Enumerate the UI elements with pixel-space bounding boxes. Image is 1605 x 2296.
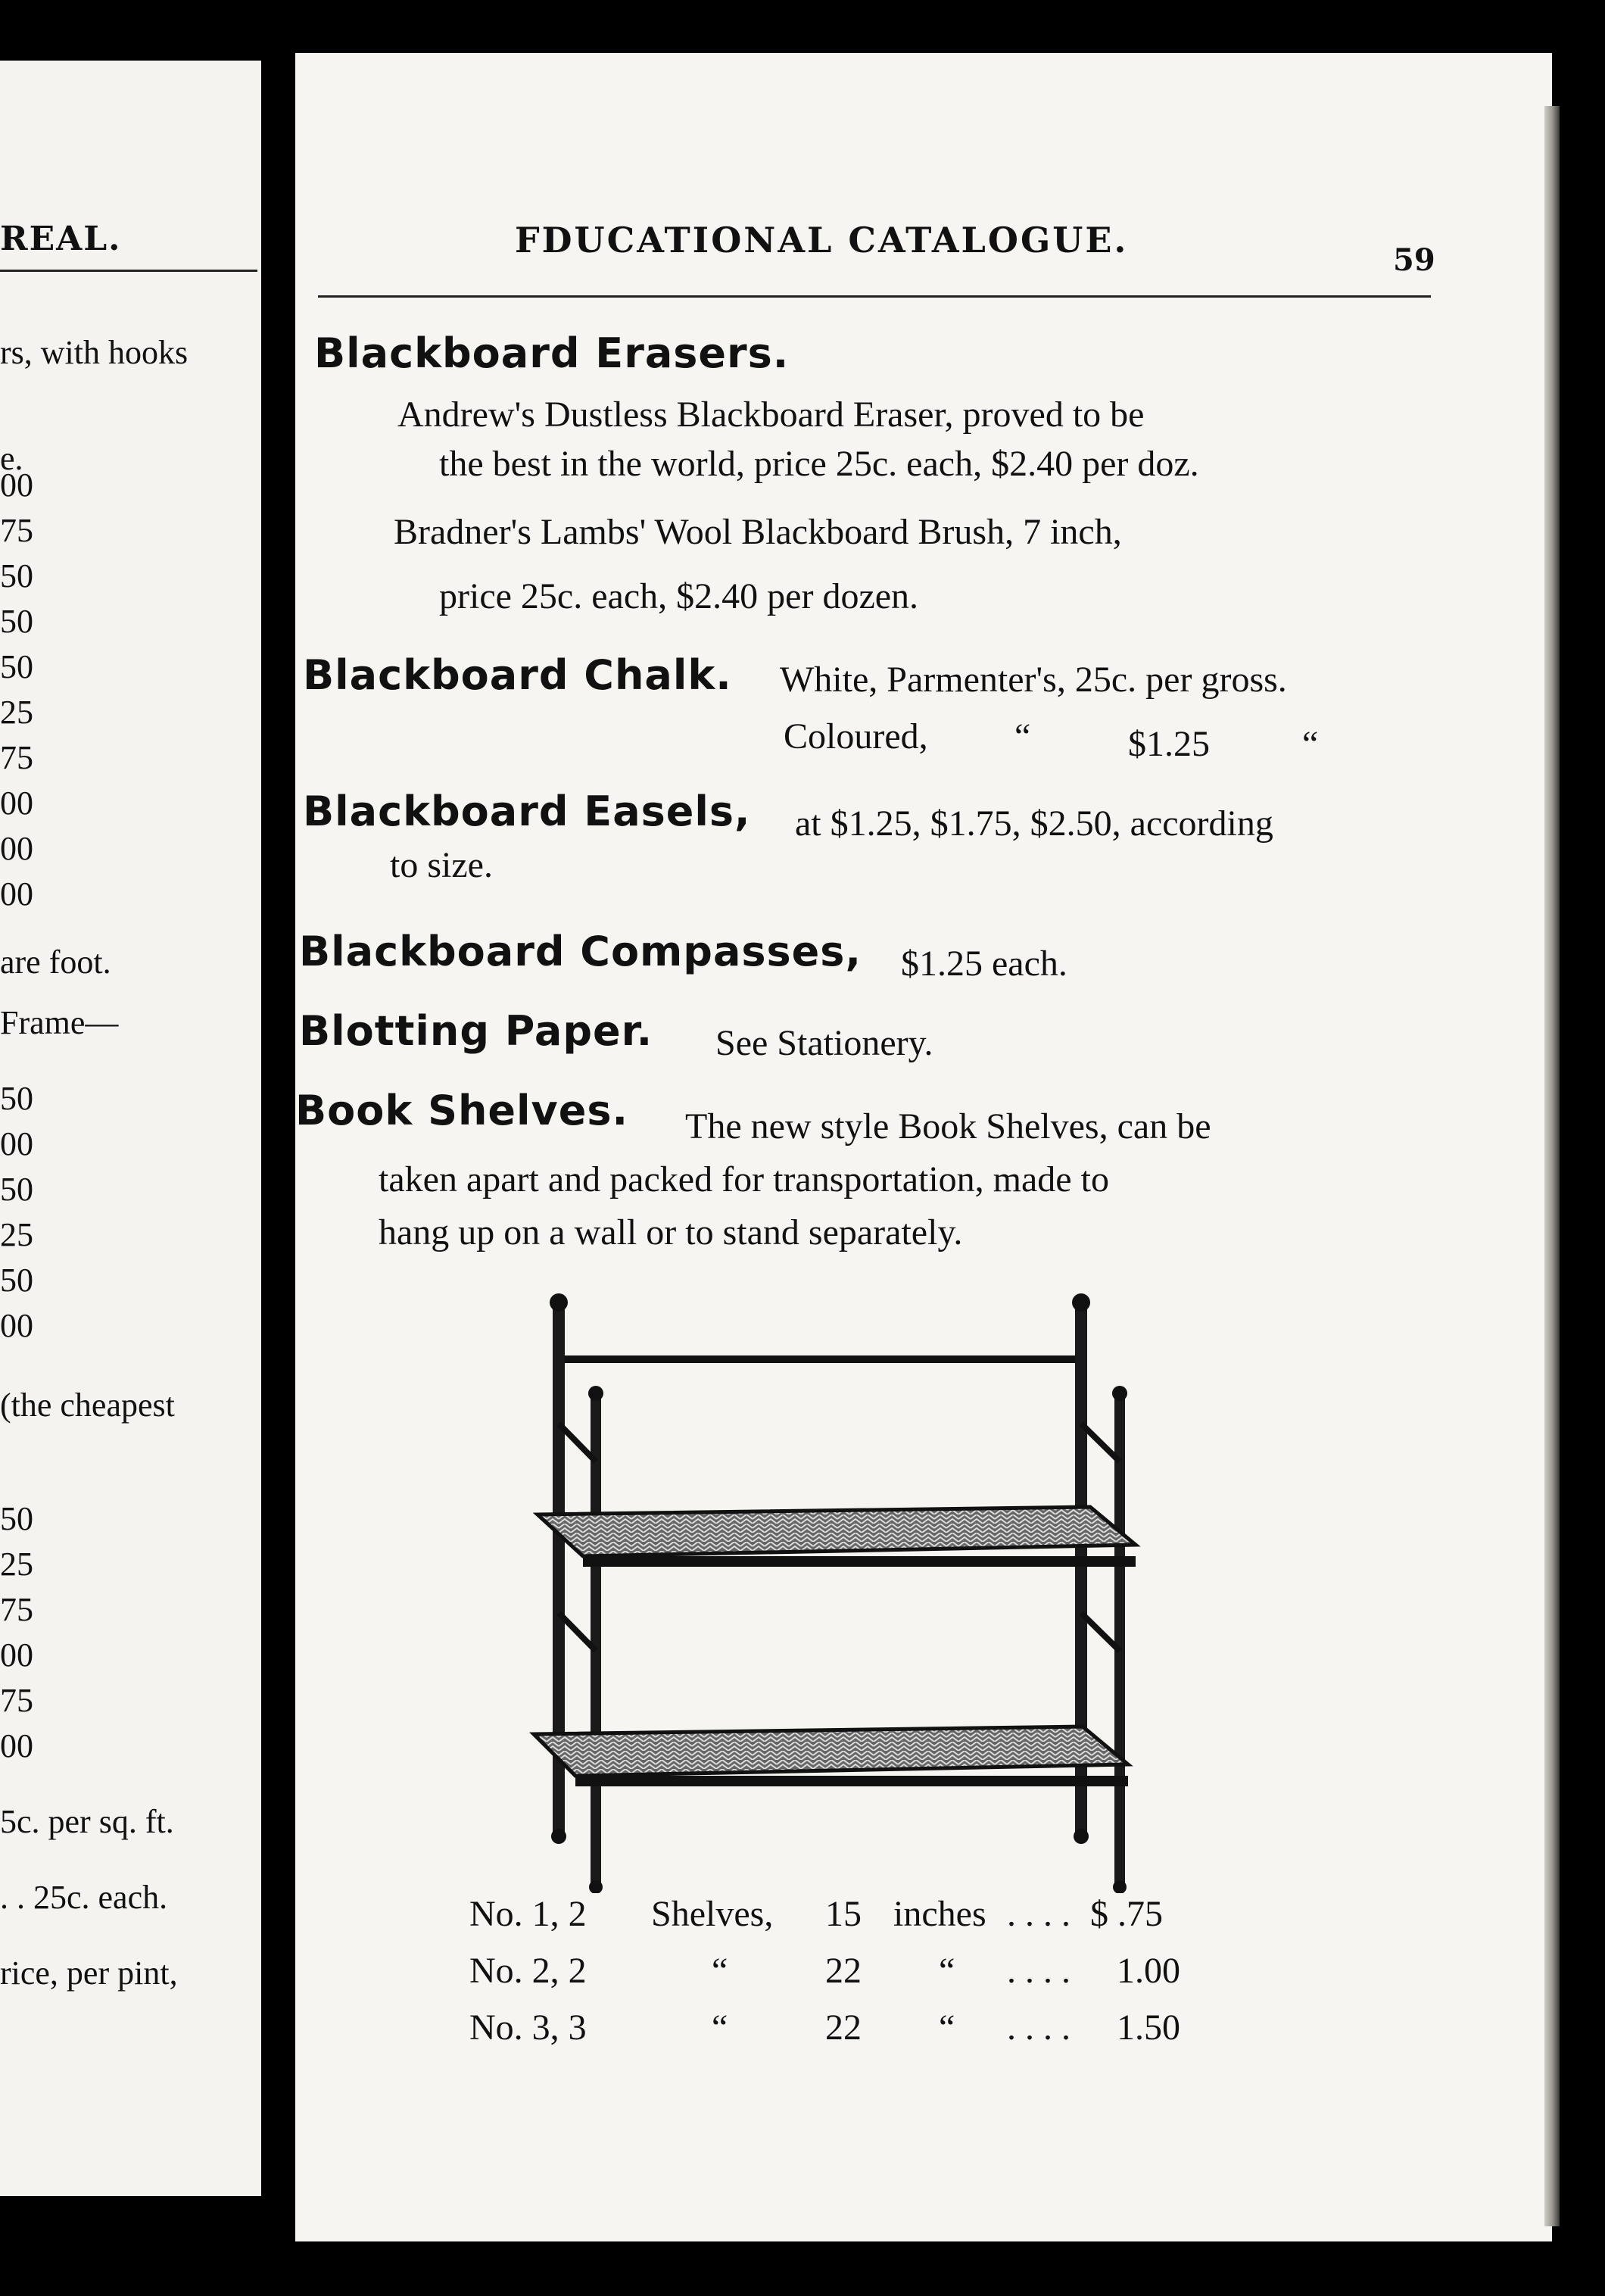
left-line: 00 <box>0 875 33 912</box>
left-line: 50 <box>0 603 33 640</box>
left-line: Frame— <box>0 1004 119 1041</box>
erasers-line-2: the best in the world, price 25c. each, $2.40 per doz. <box>439 444 1199 484</box>
left-line: are foot. <box>0 944 111 981</box>
left-line: 00 <box>0 1125 33 1162</box>
left-line: 00 <box>0 785 33 822</box>
left-line: 50 <box>0 1262 33 1299</box>
row-leader-dots: . . . . <box>1007 1951 1071 1991</box>
easels-line-2: to size. <box>390 845 493 885</box>
row-item: Shelves, <box>651 1894 774 1934</box>
entry-heading-easels: Blackboard Easels, <box>303 788 751 835</box>
left-page-header: REAL. <box>0 220 122 258</box>
shelves-line-2: taken apart and packed for transportation, made to <box>379 1159 1109 1199</box>
left-line: 75 <box>0 1682 33 1719</box>
left-line: 00 <box>0 830 33 867</box>
chalk-coloured-price: $1.25 <box>1128 724 1210 764</box>
left-line: 00 <box>0 1636 33 1674</box>
left-line: (the cheapest <box>0 1387 175 1424</box>
row-item: “ <box>712 2007 728 2048</box>
row-size: 22 <box>825 2007 862 2048</box>
left-page <box>0 61 261 2196</box>
left-line: 00 <box>0 1307 33 1344</box>
left-line: 00 <box>0 466 33 504</box>
left-line: rice, per pint, <box>0 1954 178 1992</box>
page-number: 59 <box>1393 242 1435 278</box>
left-line: 50 <box>0 1171 33 1208</box>
entry-heading-chalk: Blackboard Chalk. <box>303 651 732 699</box>
left-line: 50 <box>0 648 33 685</box>
row-number: No. 2, 2 <box>469 1951 587 1991</box>
left-line: . . 25c. each. <box>0 1879 168 1916</box>
row-price: 1.00 <box>1117 1951 1180 1991</box>
row-price: 1.50 <box>1117 2007 1180 2048</box>
erasers-line-4: price 25c. each, $2.40 per dozen. <box>439 576 919 616</box>
left-line: 25 <box>0 1546 33 1583</box>
left-line: 50 <box>0 1080 33 1117</box>
compasses-text: $1.25 each. <box>901 944 1067 984</box>
entry-heading-compasses: Blackboard Compasses, <box>299 928 862 975</box>
entry-heading-erasers: Blackboard Erasers. <box>314 329 790 377</box>
erasers-line-3: Bradner's Lambs' Wool Blackboard Brush, 7 inch, <box>394 512 1122 552</box>
row-number: No. 1, 2 <box>469 1894 587 1934</box>
book-gutter <box>261 53 295 2234</box>
row-price: $ .75 <box>1090 1894 1163 1934</box>
row-leader-dots: . . . . <box>1007 2007 1071 2048</box>
entry-heading-shelves: Book Shelves. <box>295 1087 629 1134</box>
book-shelf-illustration <box>522 1287 1173 1893</box>
left-line: 50 <box>0 557 33 594</box>
header-rule <box>318 295 1431 298</box>
row-item: “ <box>712 1951 728 1991</box>
shelves-line-3: hang up on a wall or to stand separately. <box>379 1212 963 1253</box>
row-unit: “ <box>939 2007 955 2048</box>
entry-heading-blotting: Blotting Paper. <box>299 1007 653 1055</box>
row-unit: inches <box>893 1894 986 1934</box>
left-line: 75 <box>0 1591 33 1628</box>
left-line: 00 <box>0 1727 33 1764</box>
row-size: 22 <box>825 1951 862 1991</box>
easels-line-1: at $1.25, $1.75, $2.50, according <box>795 803 1273 844</box>
chalk-ditto-2: “ <box>1302 724 1319 764</box>
chalk-ditto: “ <box>1014 716 1031 756</box>
left-line: rs, with hooks <box>0 334 189 371</box>
page-edge <box>1544 106 1560 2226</box>
left-line: 5c. per sq. ft. <box>0 1803 174 1840</box>
row-leader-dots: . . . . <box>1007 1894 1071 1934</box>
page-title: FDUCATIONAL CATALOGUE. <box>515 220 1129 260</box>
row-unit: “ <box>939 1951 955 1991</box>
left-header-rule <box>0 270 257 272</box>
erasers-line-1: Andrew's Dustless Blackboard Eraser, proved to be <box>397 395 1145 435</box>
chalk-line-1: White, Parmenter's, 25c. per gross. <box>780 660 1287 700</box>
left-line: 75 <box>0 512 33 549</box>
left-line: 75 <box>0 739 33 776</box>
left-line: e. <box>0 440 23 477</box>
row-number: No. 3, 3 <box>469 2007 587 2048</box>
blotting-text: See Stationery. <box>715 1023 933 1063</box>
left-line: 25 <box>0 694 33 731</box>
row-size: 15 <box>825 1894 862 1934</box>
left-line: 25 <box>0 1216 33 1253</box>
shelves-line-1: The new style Book Shelves, can be <box>685 1106 1211 1146</box>
left-line: 50 <box>0 1500 33 1537</box>
chalk-coloured-label: Coloured, <box>784 716 928 756</box>
